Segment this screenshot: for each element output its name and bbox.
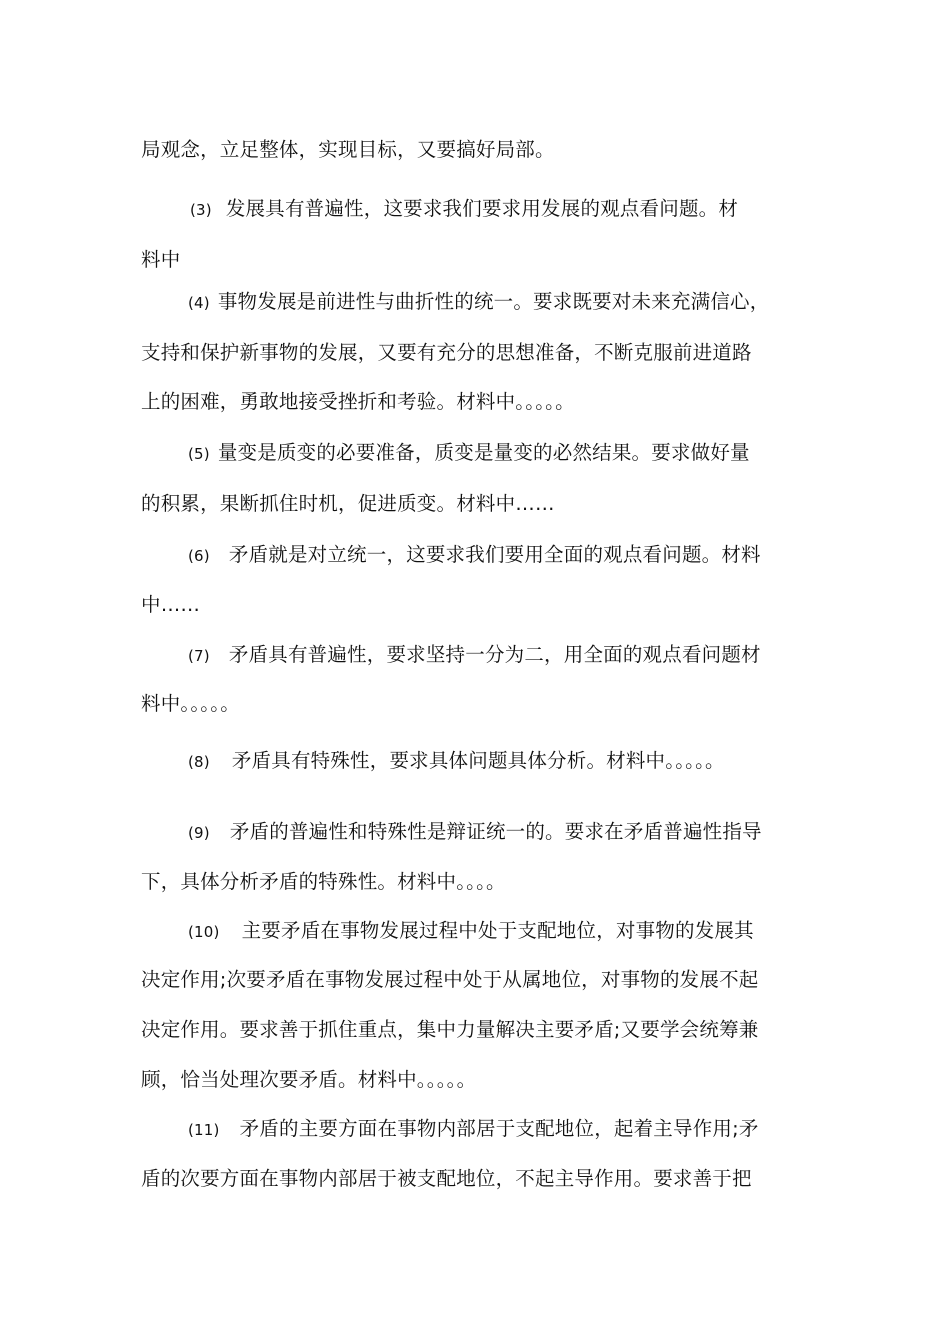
item-11-line-2: 盾的次要方面在事物内部居于被支配地位，不起主导作用。要求善于把 [141,1167,752,1190]
item-5-line-2: 的积累，果断抓住时机，促进质变。材料中…… [141,492,555,515]
item-5-line-1: (5) 量变是质变的必要准备，质变是量变的必然结果。要求做好量 [188,440,878,467]
item-9-line-1: (9) 矛盾的普遍性和特殊性是辩证统一的。要求在矛盾普遍性指导 [188,819,878,846]
item-3-line-1: (3) 发展具有普遍性，这要求我们要求用发展的观点看问题。材 [190,196,880,223]
item-4-line-3: 上的困难，勇敢地接受挫折和考验。材料中。。。。。 [141,390,575,413]
item-9-line-2: 下，具体分析矛盾的特殊性。材料中。。。。 [141,870,506,893]
item-3-line-2: 料中 [141,248,181,271]
item-7-line-1: (7) 矛盾具有普遍性，要求坚持一分为二，用全面的观点看问题材 [188,642,878,669]
item-10-line-3: 决定作用。要求善于抓住重点，集中力量解决主要矛盾;又要学会统筹兼 [141,1018,759,1041]
intro-line: 局观念，立足整体，实现目标，又要搞好局部。 [141,138,555,161]
item-3-number: (3) [190,201,212,219]
item-11-number: (11) [188,1121,220,1139]
item-10-number: (10) [188,923,220,941]
item-4-number: (4) [188,294,210,312]
item-8-line-1: (8) 矛盾具有特殊性，要求具体问题具体分析。材料中。。。。。 [188,748,878,775]
item-4-line-1: (4) 事物发展是前进性与曲折性的统一。要求既要对未来充满信心， [188,289,878,316]
item-6-line-2: 中…… [141,593,201,616]
item-7-number: (7) [188,647,210,665]
item-6-line-1: (6) 矛盾就是对立统一，这要求我们要用全面的观点看问题。材料 [188,542,878,569]
item-5-number: (5) [188,445,210,463]
item-11-line-1: (11) 矛盾的主要方面在事物内部居于支配地位，起着主导作用;矛 [188,1116,878,1143]
item-4-line-2: 支持和保护新事物的发展，又要有充分的思想准备，不断克服前进道路 [141,341,752,364]
item-6-number: (6) [188,547,210,565]
item-9-number: (9) [188,824,210,842]
item-10-line-1: (10) 主要矛盾在事物发展过程中处于支配地位，对事物的发展其 [188,918,878,945]
item-10-line-4: 顾，恰当处理次要矛盾。材料中。。。。。 [141,1068,477,1091]
item-10-line-2: 决定作用;次要矛盾在事物发展过程中处于从属地位，对事物的发展不起 [141,968,759,991]
item-7-line-2: 料中。。。。。 [141,692,240,715]
item-8-number: (8) [188,753,210,771]
